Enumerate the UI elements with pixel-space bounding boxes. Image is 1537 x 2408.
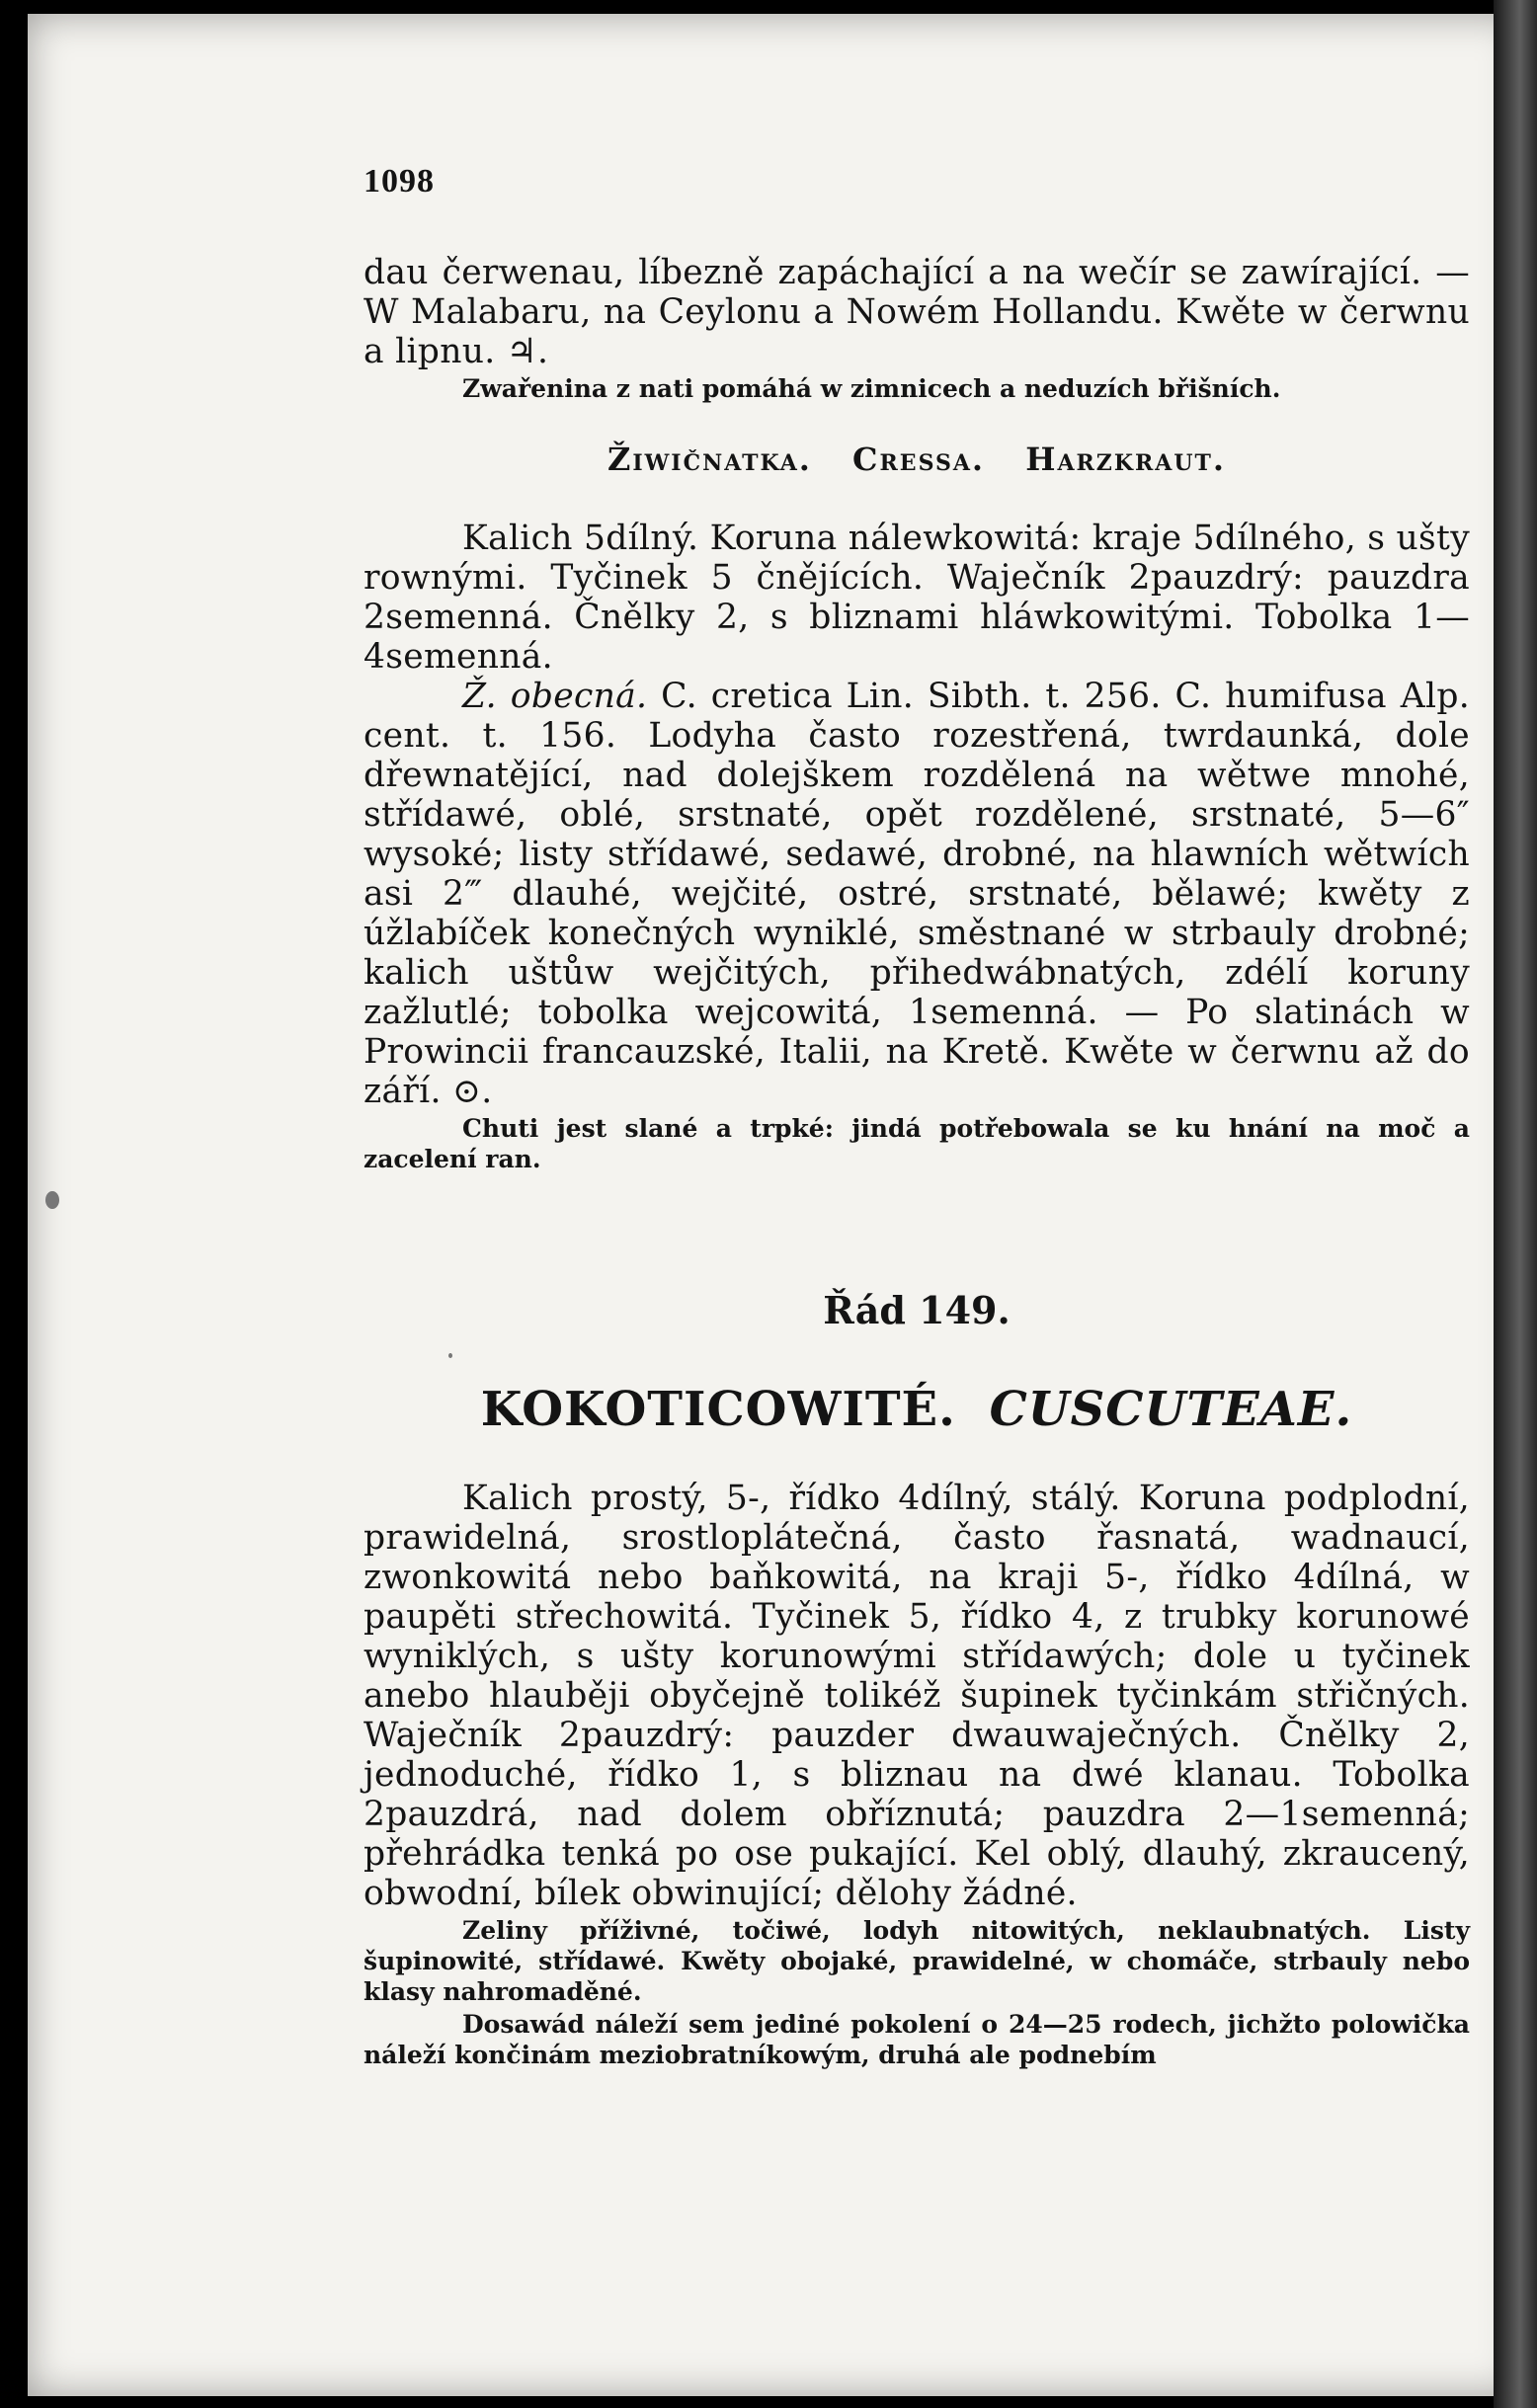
order-heading: Řád 149. — [823, 1288, 1011, 1332]
genus-czech-name: Žiwičnatka. — [607, 441, 812, 478]
family-note: Dosawád náleží sem jediné pokolení o 24—25 rodech, jichžto polowička náleží končinám meziobratníkowým, druhá ale podnebím — [364, 2010, 1470, 2069]
usage-note: Zwařenina z nati pomáhá w zimnicech a neduzích břišních. — [462, 374, 1281, 403]
paper-stain — [45, 1191, 59, 1209]
species-description — [364, 677, 1470, 1111]
genus-latin-name: Cressa. — [852, 441, 986, 478]
family-description: Kalich prostý, 5-, řídko 4dílný, stálý. Koruna podplodní, prawidelná, srostloplátečná, často řasnatá, wadnaucí, zwonkowitá nebo baňkowitá, na kraji 5-, řídko 4dílná, w paupěti střechowitá. Tyčinek 5, řídko 4, z trubky korunowé wyniklých, s ušty korunowými střídawých; dole u tyčinek anebo hlauběji obyčejně tolikéž šupinek tyčinkám střičných. Waječník 2pauzdrý: pauzder dwauwaječných. Čnělky 2, jednoduché, řídko 1, s bliznau na dwé klanau. Tobolka 2pauzdrá, nad dolem obříznutá; pauzdra 2—1semenná; přehrádka tenká po ose pukající. Kel oblý, dlauhý, zkraucený, obwodní, bílek obwinující; dělohy žádné. — [364, 1479, 1470, 1913]
family-heading — [364, 1382, 1470, 1437]
page-content — [364, 162, 1470, 2070]
genus-heading — [364, 440, 1470, 479]
family-latin-name: CUSCUTEAE. — [989, 1382, 1353, 1437]
genus-description: Kalich 5dílný. Koruna nálewkowitá: kraje 5dílného, s ušty rownými. Tyčinek 5 čnějících. Waječník 2pauzdrý: pauzdra 2semenná. Čnělky 2, s bliznami hláwkowitými. Tobolka 1—4semenná. — [364, 519, 1470, 677]
species-text: C. cretica Lin. Sibth. t. 256. C. humifusa Alp. cent. t. 156. Lodyha často rozestřená, twrdaunká, dole dřewnatějící, nad dolejškem rozdělená na wětwe mnohé, střídawé, oblé, srstnaté, opět rozdělené, srstnaté, 5—6″ wysoké; listy střídawé, sedawé, drobné, na hlawních wětwích asi 2‴ dlauhé, wejčité, ostré, srstnaté, bělawé; kwěty z úžlabíček konečných wyniklé, směstnané w strbauly drobné; kalich uštůw wejčitých, přihedwábnatých, zdélí koruny zažlutlé; tobolka wejcowitá, 1semenná. — Po slatinách w Prowincii francauzské, Italii, na Kretě. Kwěte w čerwnu až do září. ⊙. — [364, 677, 1470, 1111]
species-label: Ž. obecná. — [462, 677, 648, 716]
page-number: 1098 — [364, 163, 435, 200]
book-page — [28, 14, 1521, 2396]
genus-german-name: Harzkraut. — [1025, 441, 1227, 478]
scan-edge — [1494, 0, 1537, 2408]
usage-note: Chuti jest slané a trpké: jindá potřebowala se ku hnání na moč a zacelení ran. — [364, 1114, 1470, 1173]
family-note: Zeliny příživné, točiwé, lodyh nitowitých, neklaubnatých. Listy šupinowité, střídawé. Kwěty obojaké, prawidelné, w chomáče, strbauly nebo klasy nahromaděné. — [364, 1916, 1470, 2006]
paragraph-continuation: dau čerwenau, líbezně zapáchající a na wečír se zawírající. — W Malabaru, na Ceylonu a Nowém Hollandu. Kwěte w čerwnu a lipnu. ♃. — [364, 253, 1470, 371]
family-czech-name: KOKOTICOWITÉ. — [480, 1382, 956, 1437]
